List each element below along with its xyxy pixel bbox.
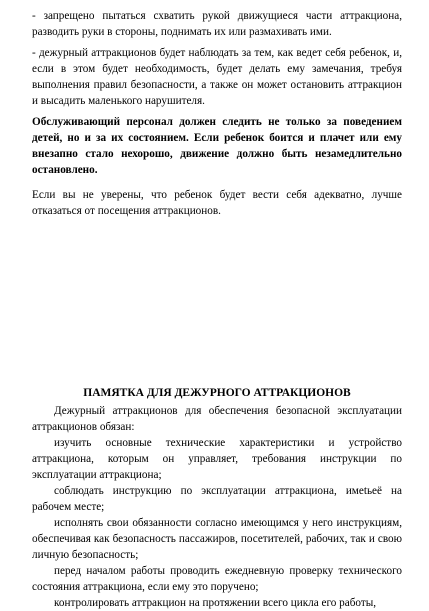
memo-item: соблюдать инструкцию по эксплуатации аттракциона, имеtьеё на рабочем месте; <box>32 485 402 513</box>
rule-paragraph: - запрещено пытаться схватить рукой движущиеся части аттракциона, разводить руки в стороны, поднимать их или размахивать ими. <box>32 10 402 38</box>
rules-section <box>32 8 402 224</box>
memo-item: контролировать аттракцион на протяжении всего цикла его работы, <box>54 597 377 609</box>
memo-item: изучить основные технические характеристики и устройство аттракциона, которым он управляет, требования инструкции по эксплуатации аттракциона; <box>32 437 402 481</box>
memo-section <box>32 385 402 611</box>
staff-note: Обслуживающий персонал должен следить не только за поведением детей, но и за их состоянием. Если ребенок боится и плачет или ему внезапно стало нехорошо, движение должно быть незамедлительно остановлено. <box>32 116 402 176</box>
memo-title: ПАМЯТКА ДЛЯ ДЕЖУРНОГО АТТРАКЦИОНОВ <box>83 387 351 399</box>
advice-paragraph: Если вы не уверены, что ребенок будет вести себя адекватно, лучше отказаться от посещения аттракционов. <box>32 189 402 217</box>
rule-paragraph: - дежурный аттракционов будет наблюдать за тем, как ведет себя ребенок, и, если в этом будет необходимость, будет делать ему замечания, требуя выполнения правил безопасности, а также он может остановить аттракцион и высадить маленького нарушителя. <box>32 47 402 107</box>
memo-item: исполнять свои обязанности согласно имеющимся у него инструкциям, обеспечивая как безопасность пассажиров, посетителей, рабочих, так и свою личную безопасность; <box>32 517 402 561</box>
memo-intro: Дежурный аттракционов для обеспечения безопасной эксплуатации аттракционов обязан: <box>32 405 402 433</box>
memo-item: перед началом работы проводить ежедневную проверку технического состояния аттракциона, если ему это поручено; <box>32 565 402 593</box>
